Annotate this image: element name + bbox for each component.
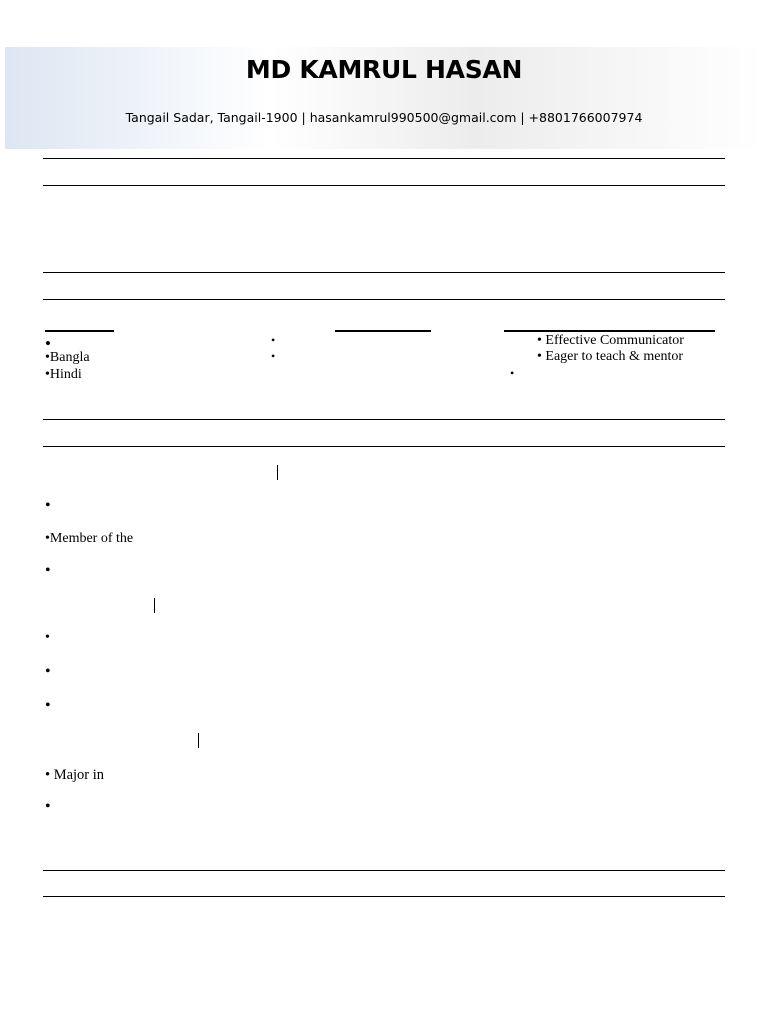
section-rule	[43, 158, 725, 159]
section-rule	[43, 446, 725, 447]
language-item: •Hindi	[45, 367, 82, 382]
separator-bar	[198, 733, 199, 748]
bullet: •	[45, 562, 51, 579]
section-rule	[43, 896, 725, 897]
strength-item: • Eager to teach & mentor	[537, 349, 684, 364]
strengths-heading-rule	[504, 330, 715, 332]
bullet: •	[45, 497, 51, 514]
languages-heading-rule	[45, 330, 114, 332]
section-rule	[43, 185, 725, 186]
strength-item: • Effective Communicator	[537, 333, 684, 348]
section-rule	[43, 870, 725, 871]
separator-bar	[277, 465, 278, 480]
candidate-name: MD KAMRUL HASAN	[245, 55, 523, 84]
education-item: • Major in	[45, 767, 105, 783]
bullet: •	[45, 334, 51, 353]
skills-heading-rule	[335, 330, 431, 332]
bullet: •	[271, 349, 276, 363]
bullet: •	[45, 663, 51, 680]
language-item: •Bangla	[45, 350, 90, 365]
section-rule	[43, 299, 725, 300]
separator-bar	[154, 598, 155, 613]
bullet: •	[45, 798, 51, 815]
section-rule	[43, 419, 725, 420]
contact-line: Tangail Sadar, Tangail-1900 | hasankamrul990500@gmail.com | +8801766007974	[125, 110, 643, 125]
experience-item: •Member of the	[45, 531, 134, 546]
bullet: •	[45, 630, 50, 645]
bullet: •	[271, 333, 276, 347]
bullet: •	[510, 366, 515, 380]
section-rule	[43, 272, 725, 273]
bullet: •	[45, 697, 51, 714]
